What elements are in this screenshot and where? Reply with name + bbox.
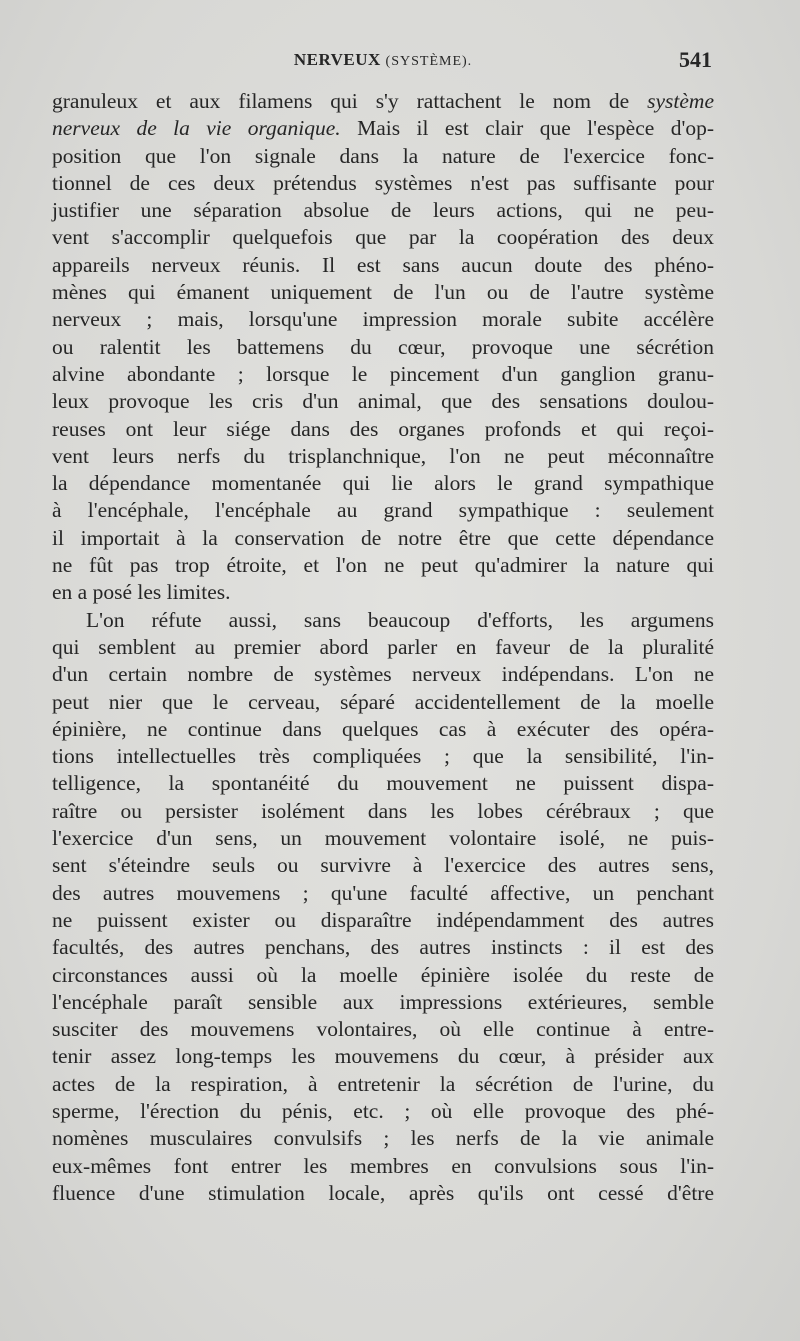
- text-line: [52, 1153, 714, 1180]
- text-line: [52, 880, 714, 907]
- line-text: vent leurs nerfs du trisplanchnique, l'on ne peut méconnaître: [52, 443, 714, 468]
- line-text: nerveux ; mais, lorsqu'une impression morale subite accélère: [52, 307, 714, 332]
- line-text: épinière, ne continue dans quelques cas à exécuter des opéra-: [52, 716, 714, 741]
- text-line: [52, 743, 714, 770]
- line-text: leux provoque les cris d'un animal, que des sensations doulou-: [52, 389, 714, 414]
- line-text: des autres mouvemens ; qu'une faculté affective, un penchant: [52, 880, 714, 905]
- paragraph-2: [52, 607, 714, 1208]
- text-line: [52, 552, 714, 579]
- line-text: Mais il est clair que l'espèce d'op-: [340, 116, 714, 141]
- line-text: nomènes musculaires convulsifs ; les nerfs de la vie animale: [52, 1126, 714, 1151]
- text-line: [52, 361, 714, 388]
- line-text: eux-mêmes font entrer les membres en convulsions sous l'in-: [52, 1153, 714, 1178]
- line-text: alvine abondante ; lorsque le pincement d'un ganglion granu-: [52, 361, 714, 386]
- text-line: [52, 1043, 714, 1070]
- italic-text: système: [647, 89, 714, 113]
- italic-text: nerveux de la vie organique.: [52, 116, 341, 141]
- line-text: d'un certain nombre de systèmes nerveux indépendans. L'on ne: [52, 662, 714, 687]
- text-line: [52, 525, 714, 552]
- text-line: [52, 825, 714, 852]
- text-line: [52, 115, 714, 142]
- text-line: [52, 197, 714, 224]
- line-text: L'on réfute aussi, sans beaucoup d'efforts, les argumens: [86, 607, 714, 632]
- text-line: [52, 634, 714, 661]
- line-text: à l'encéphale, l'encéphale au grand sympathique : seulement: [52, 498, 714, 523]
- text-line: [52, 962, 714, 989]
- page-number: 541: [679, 47, 712, 72]
- line-text: reuses ont leur siége dans des organes profonds et qui reçoi-: [52, 416, 714, 441]
- text-line: [52, 852, 714, 879]
- line-text: justifier une séparation absolue de leurs actions, qui ne peu-: [52, 198, 714, 223]
- page-header: [52, 47, 714, 82]
- text-line: [52, 470, 714, 497]
- text-line: [52, 1016, 714, 1043]
- text-line: [52, 907, 714, 934]
- text-line: [52, 770, 714, 797]
- line-text: position que l'on signale dans la nature de l'exercice fonc-: [52, 143, 714, 168]
- text-line: [52, 661, 714, 688]
- paragraph-1: [52, 88, 714, 607]
- line-text: susciter des mouvemens volontaires, où elle continue à entre-: [52, 1017, 714, 1042]
- line-text: il importait à la conservation de notre être que cette dépendance: [52, 525, 714, 550]
- text-line: [52, 607, 714, 634]
- text-line: [52, 798, 714, 825]
- body-text: [52, 88, 714, 1207]
- text-line: [52, 334, 714, 361]
- text-line: [52, 416, 714, 443]
- text-line: [52, 1180, 714, 1207]
- text-line: [52, 689, 714, 716]
- line-text: raître ou persister isolément dans les lobes cérébraux ; que: [52, 798, 714, 823]
- line-text: tenir assez long-temps les mouvemens du cœur, à présider aux: [52, 1044, 714, 1069]
- line-text: tionnel de ces deux prétendus systèmes n'est pas suffisante pour: [52, 170, 714, 195]
- line-text: actes de la respiration, à entretenir la sécrétion de l'urine, du: [52, 1071, 714, 1096]
- text-line: [52, 306, 714, 333]
- text-line: [52, 989, 714, 1016]
- line-text: ou ralentit les battemens du cœur, provoque une sécrétion: [52, 334, 714, 359]
- line-text: mènes qui émanent uniquement de l'un ou de l'autre système: [52, 280, 714, 305]
- text-line: [52, 224, 714, 251]
- text-line: [52, 934, 714, 961]
- line-text: peut nier que le cerveau, séparé accidentellement de la moelle: [52, 689, 714, 714]
- line-text: granuleux et aux filamens qui s'y rattachent le nom de: [52, 89, 648, 113]
- text-line: [52, 388, 714, 415]
- line-text: ne puissent exister ou disparaître indépendamment des autres: [52, 907, 714, 932]
- line-text: fluence d'une stimulation locale, après qu'ils ont cessé d'être: [52, 1180, 714, 1205]
- text-line: [52, 1071, 714, 1098]
- text-line: [52, 252, 714, 279]
- line-text: la dépendance momentanée qui lie alors le grand sympathique: [52, 471, 714, 496]
- text-line: [52, 88, 714, 115]
- text-line: [52, 497, 714, 524]
- line-text: telligence, la spontanéité du mouvement ne puissent dispa-: [52, 771, 714, 796]
- text-line: [52, 279, 714, 306]
- line-text: ne fût pas trop étroite, et l'on ne peut qu'admirer la nature qui: [52, 553, 714, 578]
- line-text: appareils nerveux réunis. Il est sans aucun doute des phéno-: [52, 252, 714, 277]
- text-line: [52, 579, 714, 606]
- text-line: [52, 443, 714, 470]
- line-text: l'exercice d'un sens, un mouvement volontaire isolé, ne puis-: [52, 826, 714, 851]
- text-line: [52, 1098, 714, 1125]
- running-title-paren: (SYSTÈME).: [385, 54, 473, 69]
- line-text: sent s'éteindre seuls ou survivre à l'exercice des autres sens,: [52, 853, 714, 878]
- text-line: [52, 170, 714, 197]
- line-text: facultés, des autres penchans, des autres instincts : il est des: [52, 935, 714, 960]
- line-text: vent s'accomplir quelquefois que par la coopération des deux: [52, 225, 714, 250]
- text-line: [52, 716, 714, 743]
- line-text: tions intellectuelles très compliquées ; que la sensibilité, l'in-: [52, 744, 714, 769]
- text-line: [52, 143, 714, 170]
- line-text: qui semblent au premier abord parler en faveur de la pluralité: [52, 634, 714, 659]
- line-text: sperme, l'érection du pénis, etc. ; où elle provoque des phé-: [52, 1098, 714, 1123]
- text-line: [52, 1125, 714, 1152]
- running-title-main: NERVEUX: [293, 50, 381, 69]
- line-text: en a posé les limites.: [52, 580, 231, 605]
- line-text: circonstances aussi où la moelle épinière isolée du reste de: [52, 962, 714, 987]
- running-title: [52, 50, 714, 70]
- line-text: l'encéphale paraît sensible aux impressions extérieures, semble: [52, 989, 714, 1014]
